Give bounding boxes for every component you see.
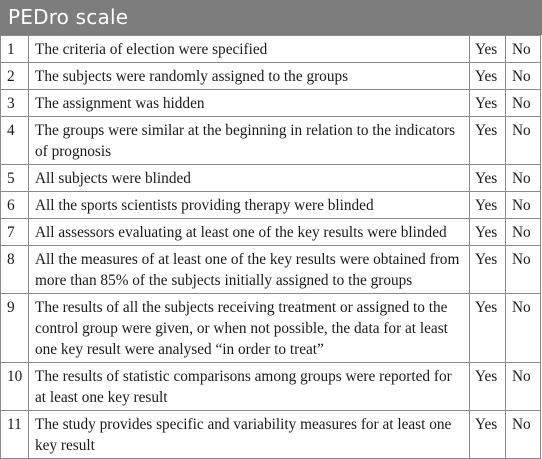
item-number: 1 xyxy=(1,36,29,63)
no-option: No xyxy=(506,90,541,117)
item-number: 7 xyxy=(1,219,29,246)
table-row xyxy=(1,165,541,192)
table-title: PEDro scale xyxy=(0,0,542,35)
yes-option: Yes xyxy=(470,246,506,294)
yes-option: Yes xyxy=(470,117,506,165)
yes-option: Yes xyxy=(470,363,506,411)
criterion-text: All the measures of at least one of the key results were obtained from more than 85% of the subjects initially assigned to the groups xyxy=(29,246,470,294)
criterion-text: The groups were similar at the beginning in relation to the indicators of prognosis xyxy=(29,117,470,165)
yes-option: Yes xyxy=(470,411,506,459)
table-row xyxy=(1,246,541,294)
no-option: No xyxy=(506,363,541,411)
yes-option: Yes xyxy=(470,219,506,246)
criterion-text: The criteria of election were specified xyxy=(29,36,470,63)
item-number: 2 xyxy=(1,63,29,90)
item-number: 6 xyxy=(1,192,29,219)
pedro-scale-table xyxy=(0,35,541,459)
yes-option: Yes xyxy=(470,36,506,63)
no-option: No xyxy=(506,294,541,363)
table-row xyxy=(1,63,541,90)
no-option: No xyxy=(506,246,541,294)
criterion-text: The results of statistic comparisons among groups were reported for at least one key result xyxy=(29,363,470,411)
yes-option: Yes xyxy=(470,294,506,363)
item-number: 3 xyxy=(1,90,29,117)
no-option: No xyxy=(506,411,541,459)
item-number: 11 xyxy=(1,411,29,459)
no-option: No xyxy=(506,219,541,246)
yes-option: Yes xyxy=(470,165,506,192)
table-row xyxy=(1,117,541,165)
table-row xyxy=(1,36,541,63)
item-number: 8 xyxy=(1,246,29,294)
table-row xyxy=(1,363,541,411)
yes-option: Yes xyxy=(470,90,506,117)
criterion-text: The study provides specific and variability measures for at least one key result xyxy=(29,411,470,459)
no-option: No xyxy=(506,192,541,219)
no-option: No xyxy=(506,165,541,192)
criterion-text: The subjects were randomly assigned to the groups xyxy=(29,63,470,90)
criterion-text: All subjects were blinded xyxy=(29,165,470,192)
criterion-text: All the sports scientists providing therapy were blinded xyxy=(29,192,470,219)
table-row xyxy=(1,192,541,219)
no-option: No xyxy=(506,36,541,63)
table-row xyxy=(1,90,541,117)
table-row xyxy=(1,219,541,246)
item-number: 10 xyxy=(1,363,29,411)
no-option: No xyxy=(506,63,541,90)
table-row xyxy=(1,294,541,363)
yes-option: Yes xyxy=(470,63,506,90)
table-row xyxy=(1,411,541,459)
criterion-text: The results of all the subjects receiving treatment or assigned to the control group were given, or when not possible, the data for at least one key result were analysed “in order to treat” xyxy=(29,294,470,363)
criterion-text: All assessors evaluating at least one of the key results were blinded xyxy=(29,219,470,246)
item-number: 5 xyxy=(1,165,29,192)
no-option: No xyxy=(506,117,541,165)
item-number: 9 xyxy=(1,294,29,363)
yes-option: Yes xyxy=(470,192,506,219)
item-number: 4 xyxy=(1,117,29,165)
criterion-text: The assignment was hidden xyxy=(29,90,470,117)
